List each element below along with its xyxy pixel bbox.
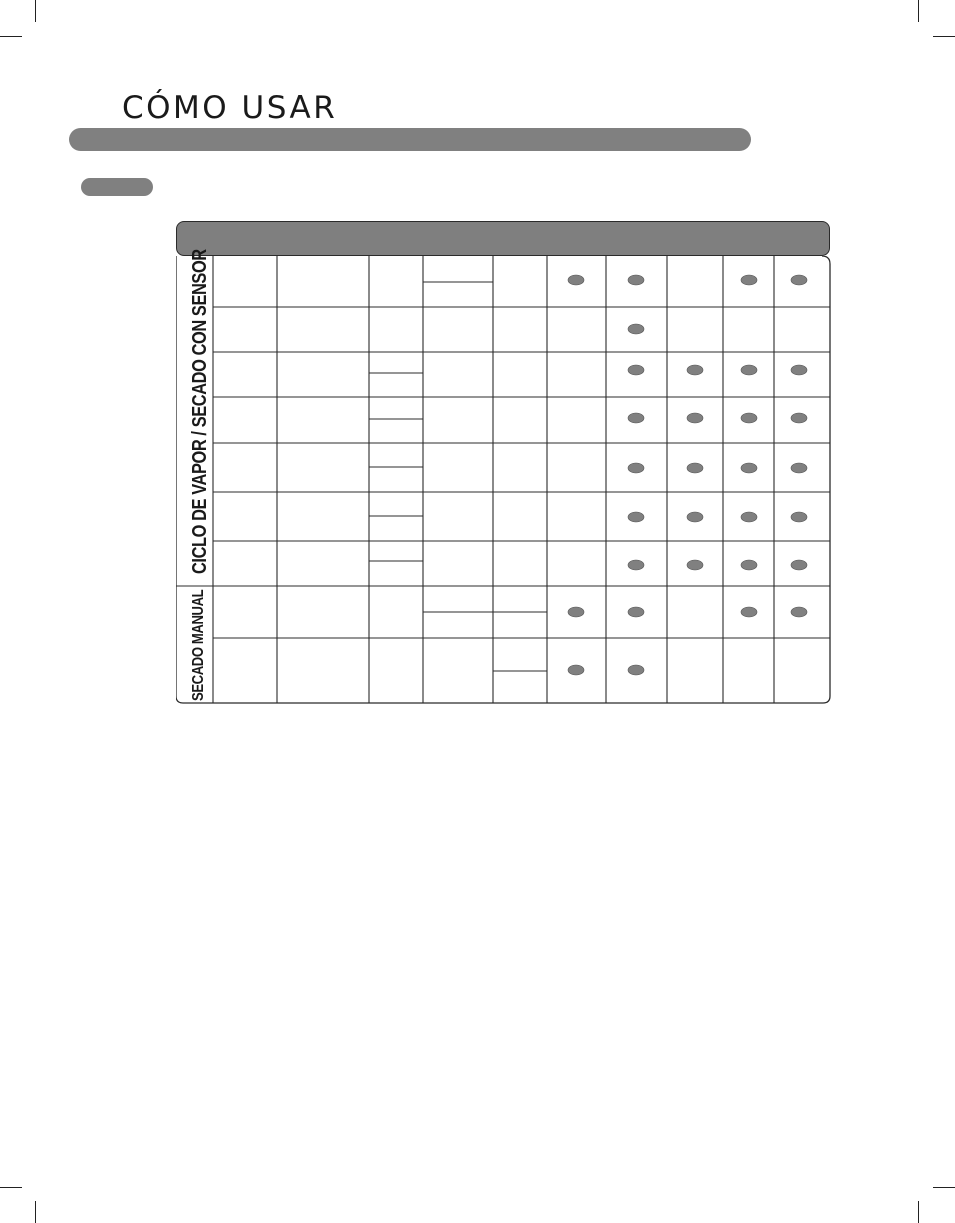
indicator-dot xyxy=(628,607,644,617)
indicator-dot xyxy=(628,560,644,570)
page-title: CÓMO USAR xyxy=(122,90,338,126)
crop-mark xyxy=(35,1201,36,1223)
indicator-dot xyxy=(791,463,807,473)
indicator-dot xyxy=(687,413,703,423)
indicator-dot xyxy=(568,665,584,675)
indicator-dot xyxy=(791,512,807,522)
indicator-dot xyxy=(687,365,703,375)
indicator-dot xyxy=(741,607,757,617)
indicator-dot xyxy=(741,512,757,522)
group-label-manual: SECADO MANUAL xyxy=(190,589,207,701)
crop-mark xyxy=(0,1187,22,1188)
indicator-dot xyxy=(568,607,584,617)
indicator-dot xyxy=(628,324,644,334)
indicator-dot xyxy=(741,560,757,570)
indicator-dot xyxy=(628,512,644,522)
table-header xyxy=(176,221,830,256)
table-grid xyxy=(176,256,831,704)
indicator-dot xyxy=(687,560,703,570)
indicator-dot xyxy=(791,275,807,285)
indicator-dot xyxy=(628,413,644,423)
indicator-dot xyxy=(791,365,807,375)
indicator-dot xyxy=(791,413,807,423)
indicator-dot xyxy=(791,607,807,617)
indicator-dot xyxy=(741,413,757,423)
indicator-dot xyxy=(687,512,703,522)
crop-mark xyxy=(918,0,919,22)
section-pill xyxy=(81,178,153,196)
indicator-dot xyxy=(741,275,757,285)
crop-mark xyxy=(933,36,955,37)
cycle-table xyxy=(176,249,831,704)
indicator-dot xyxy=(628,365,644,375)
crop-mark xyxy=(0,36,22,37)
indicator-dot xyxy=(628,275,644,285)
indicator-dot xyxy=(741,463,757,473)
crop-mark xyxy=(918,1201,919,1223)
table-frame xyxy=(176,256,830,703)
indicator-dot xyxy=(628,463,644,473)
group-label-steam-sensor: CICLO DE VAPOR / SECADO CON SENSOR xyxy=(189,249,211,574)
indicator-dot xyxy=(687,463,703,473)
indicator-dot xyxy=(791,560,807,570)
crop-mark xyxy=(933,1187,955,1188)
title-bar xyxy=(69,128,751,151)
indicator-dot xyxy=(628,665,644,675)
indicator-dot xyxy=(741,365,757,375)
indicator-dot xyxy=(568,275,584,285)
crop-mark xyxy=(35,0,36,22)
